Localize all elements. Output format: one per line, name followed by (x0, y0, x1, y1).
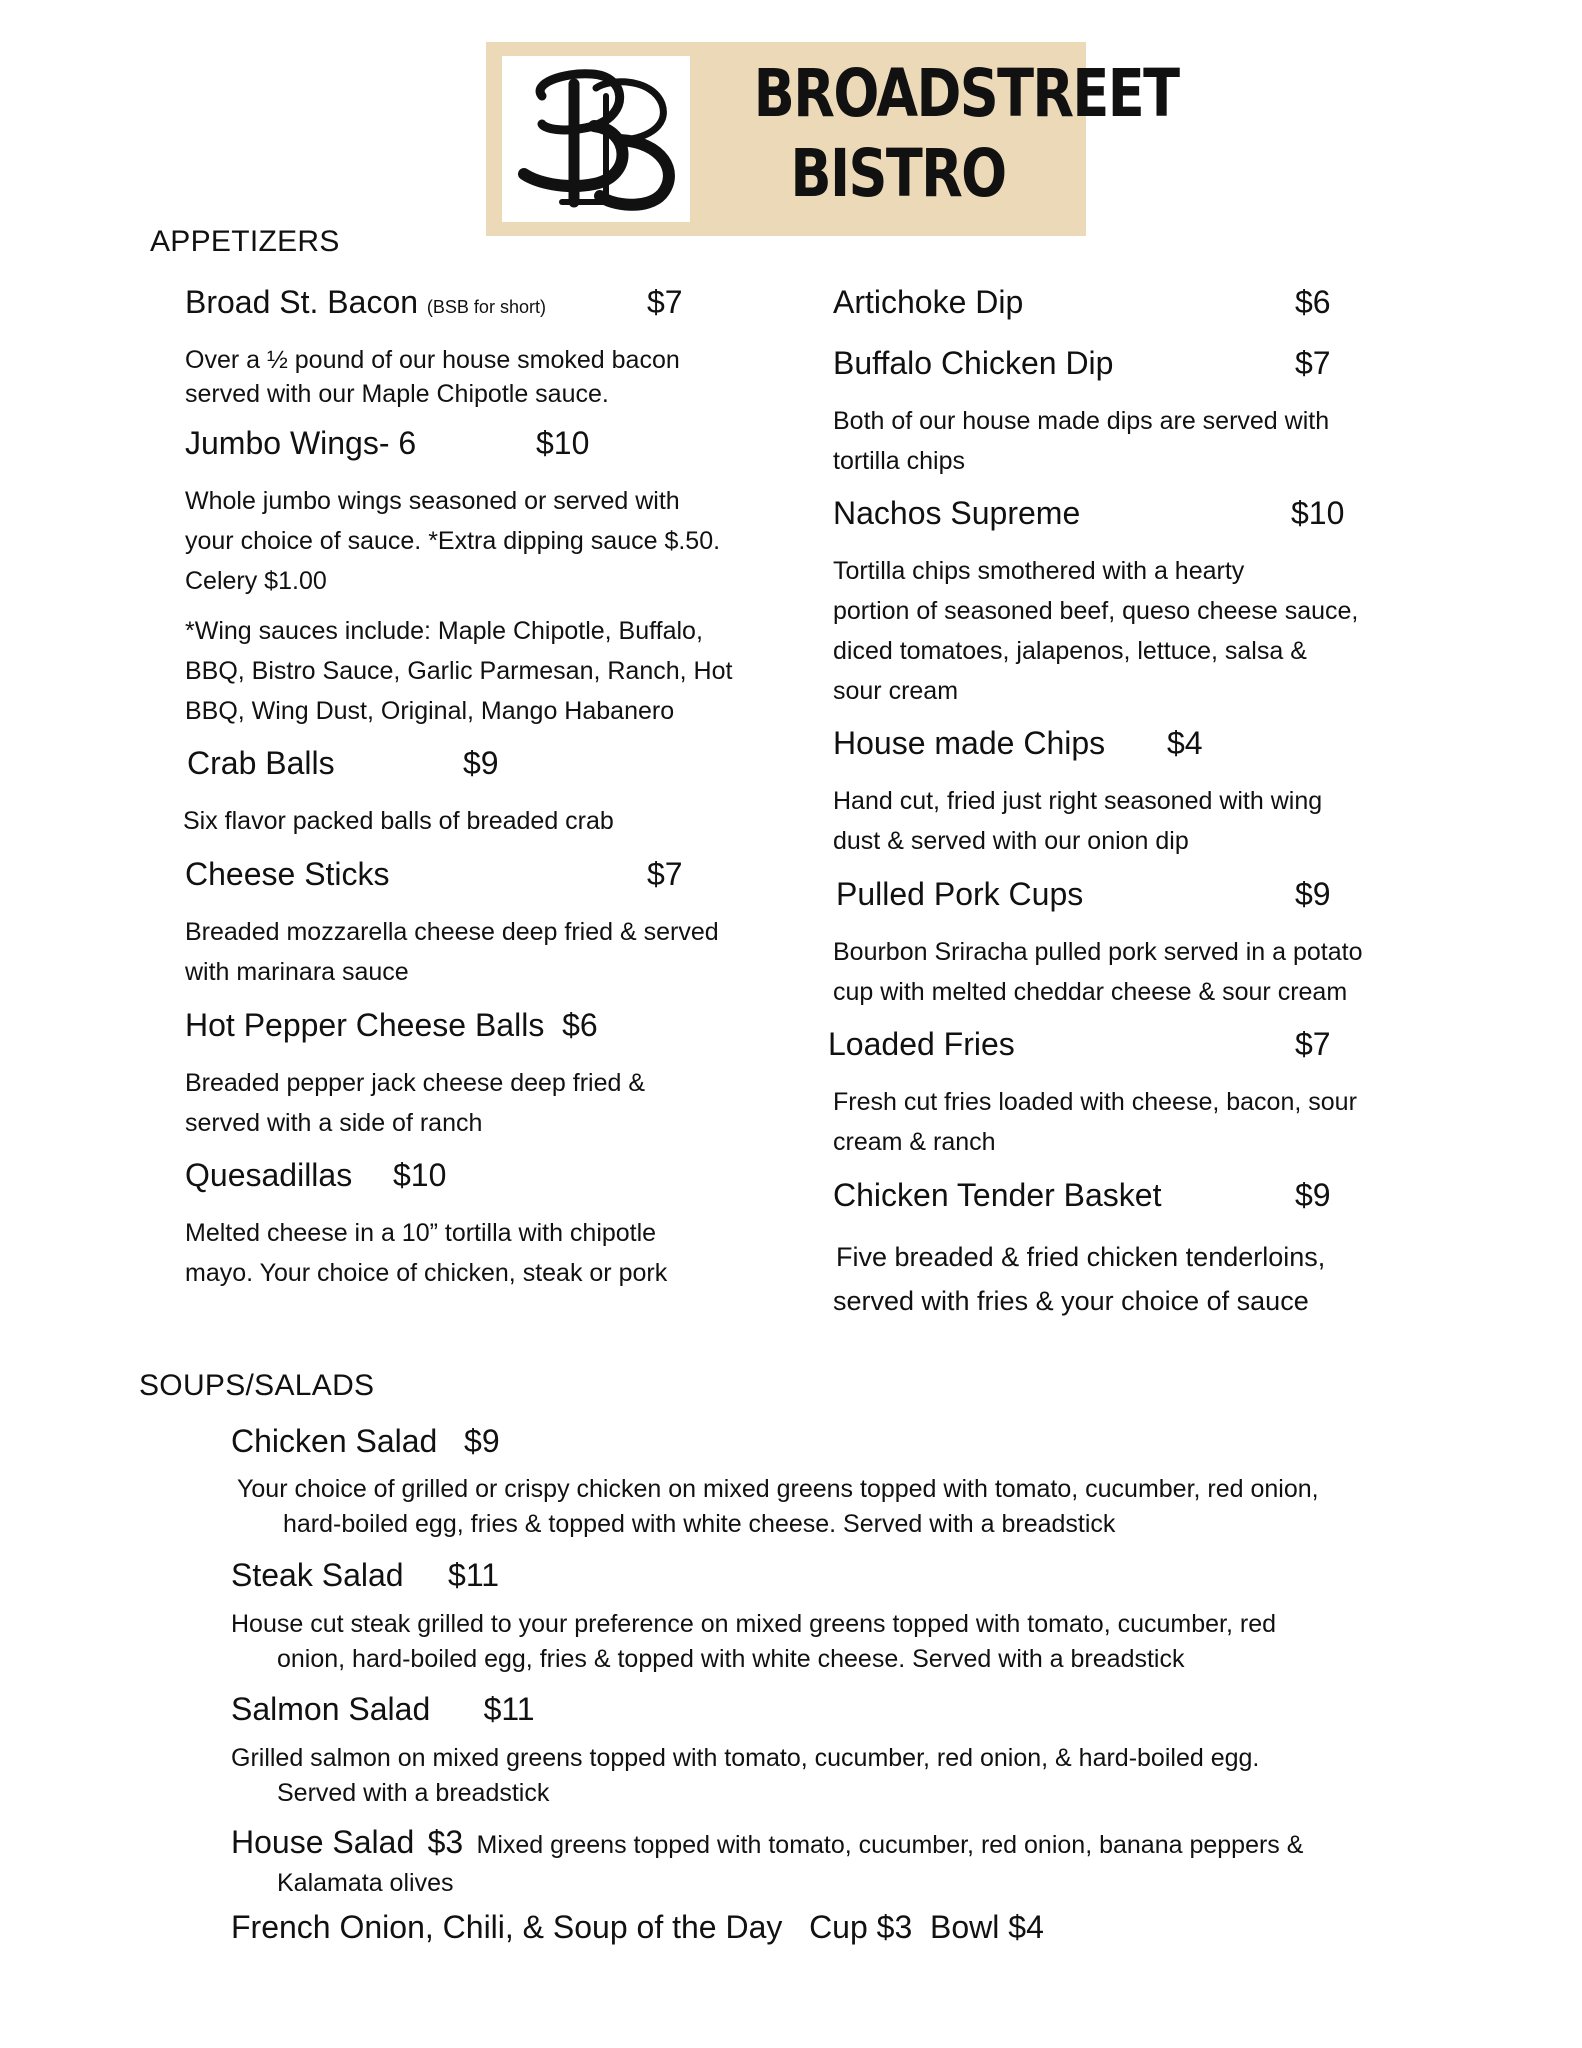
menu-item-name: Steak Salad $11 (231, 1557, 500, 1593)
menu-item-price: $11 (448, 1557, 500, 1593)
menu-item-name: Buffalo Chicken Dip (833, 345, 1114, 381)
menu-item-name: Chicken Tender Basket (833, 1177, 1162, 1213)
menu-item-name: Cheese Sticks (185, 856, 390, 892)
soup-cup-price: Cup $3 (809, 1909, 913, 1945)
item-note: (BSB for short) (426, 297, 546, 317)
menu-item-description: Whole jumbo wings seasoned or served with your choice of sauce. *Extra dipping sauce $.50. Celery $1.00 (185, 487, 721, 595)
menu-item-name: Loaded Fries (828, 1026, 1015, 1062)
menu-item-name: House made Chips (833, 725, 1106, 761)
menu-item-price: $7 (1295, 345, 1331, 381)
menu-item-name: Broad St. Bacon (BSB for short) (185, 284, 546, 320)
soup-bowl-price: Bowl $4 (930, 1909, 1044, 1945)
menu-item-description: Hand cut, fried just right seasoned with wing dust & served with our onion dip (833, 787, 1323, 855)
menu-item-price: $9 (1295, 876, 1331, 912)
menu-item-description: Bourbon Sriracha pulled pork served in a potato cup with melted cheddar cheese & sour cream (833, 938, 1363, 1006)
menu-item-name: Nachos Supreme (833, 495, 1081, 531)
menu-item-description: Breaded pepper jack cheese deep fried & served with a side of ranch (185, 1069, 646, 1137)
menu-item-name: House Salad (231, 1824, 415, 1860)
menu-item-price: $4 (1167, 725, 1203, 761)
menu-item-price: $9 (464, 1423, 500, 1459)
menu-item-description: Breaded mozzarella cheese deep fried & served with marinara sauce (185, 918, 719, 986)
menu-item-description: Melted cheese in a 10” tortilla with chipotle mayo. Your choice of chicken, steak or pork (185, 1219, 668, 1287)
menu-item-price: $9 (1295, 1177, 1331, 1213)
menu-item-price: $6 (1295, 284, 1331, 320)
restaurant-logo (486, 42, 1179, 236)
menu-item-price: $6 (562, 1007, 598, 1043)
house-salad-row (231, 1824, 1481, 1863)
menu-item-name: Hot Pepper Cheese Balls $6 (185, 1007, 598, 1043)
menu-item-price: $7 (1295, 1026, 1331, 1062)
bb-monogram-icon (502, 56, 690, 222)
soup-line (231, 1909, 1044, 1946)
menu-item-price: $7 (647, 856, 683, 892)
menu-item-name: Salmon Salad $11 (231, 1691, 535, 1727)
menu-item-description: Six flavor packed balls of breaded crab (183, 807, 614, 835)
soups-salads-heading: SOUPS/SALADS (139, 1369, 375, 1402)
menu-item-price: $10 (536, 425, 590, 461)
appetizers-heading: APPETIZERS (150, 225, 340, 258)
menu-item-description: Five breaded & fried chicken tenderloins, served with fries & your choice of sauce (833, 1242, 1326, 1316)
menu-item-price: $9 (463, 745, 499, 781)
menu-item-price: $11 (483, 1691, 535, 1727)
menu-item-description: House cut steak grilled to your preference on mixed greens topped with tomato, cucumber, red onion, hard-boiled egg, fries & topped with white cheese. Served with a breadstick (231, 1610, 1277, 1673)
menu-item-description: Tortilla chips smothered with a hearty portion of seasoned beef, queso cheese sauce, diced tomatoes, jalapenos, lettuce, salsa & sour cream (833, 557, 1359, 705)
menu-item-name: Crab Balls (187, 745, 335, 781)
menu-item-name: Chicken Salad $9 (231, 1423, 500, 1459)
menu-item-price: $3 (427, 1824, 464, 1860)
menu-item-name: Pulled Pork Cups (836, 876, 1084, 912)
menu-item-price: $7 (647, 284, 683, 320)
menu-item-name: Quesadillas (185, 1157, 353, 1193)
menu-item-description: Grilled salmon on mixed greens topped with tomato, cucumber, red onion, & hard-boiled egg. Served with a breadstick (231, 1744, 1260, 1807)
menu-item-description: Both of our house made dips are served with tortilla chips (833, 407, 1330, 475)
wing-sauces-list: *Wing sauces include: Maple Chipotle, Buffalo, BBQ, Bistro Sauce, Garlic Parmesan, Ranch, Hot BBQ, Wing Dust, Original, Mango Habanero (185, 617, 733, 725)
menu-item-description-cont: Kalamata olives (277, 1869, 454, 1897)
menu-item-description: Fresh cut fries loaded with cheese, bacon, sour cream & ranch (833, 1088, 1357, 1156)
menu-item-description: Your choice of grilled or crispy chicken on mixed greens topped with tomato, cucumber, red onion, hard-boiled egg, fries & topped with white cheese. Served with a breadstick (237, 1475, 1319, 1538)
soup-names: French Onion, Chili, & Soup of the Day (231, 1909, 783, 1945)
menu-item-name: Jumbo Wings- 6 (185, 425, 417, 461)
menu-item-price: $10 (393, 1157, 447, 1193)
menu-item-description: Mixed greens topped with tomato, cucumber, red onion, banana peppers & (476, 1831, 1304, 1859)
menu-item-description: Over a ½ pound of our house smoked bacon served with our Maple Chipotle sauce. (185, 346, 680, 408)
menu-item-name: Artichoke Dip (833, 284, 1024, 320)
logo-line-1: BROADSTREET (753, 55, 1179, 132)
logo-line-2: BISTRO (790, 135, 1006, 212)
menu-item-price: $10 (1291, 495, 1345, 531)
logo-wordmark (753, 54, 1179, 214)
